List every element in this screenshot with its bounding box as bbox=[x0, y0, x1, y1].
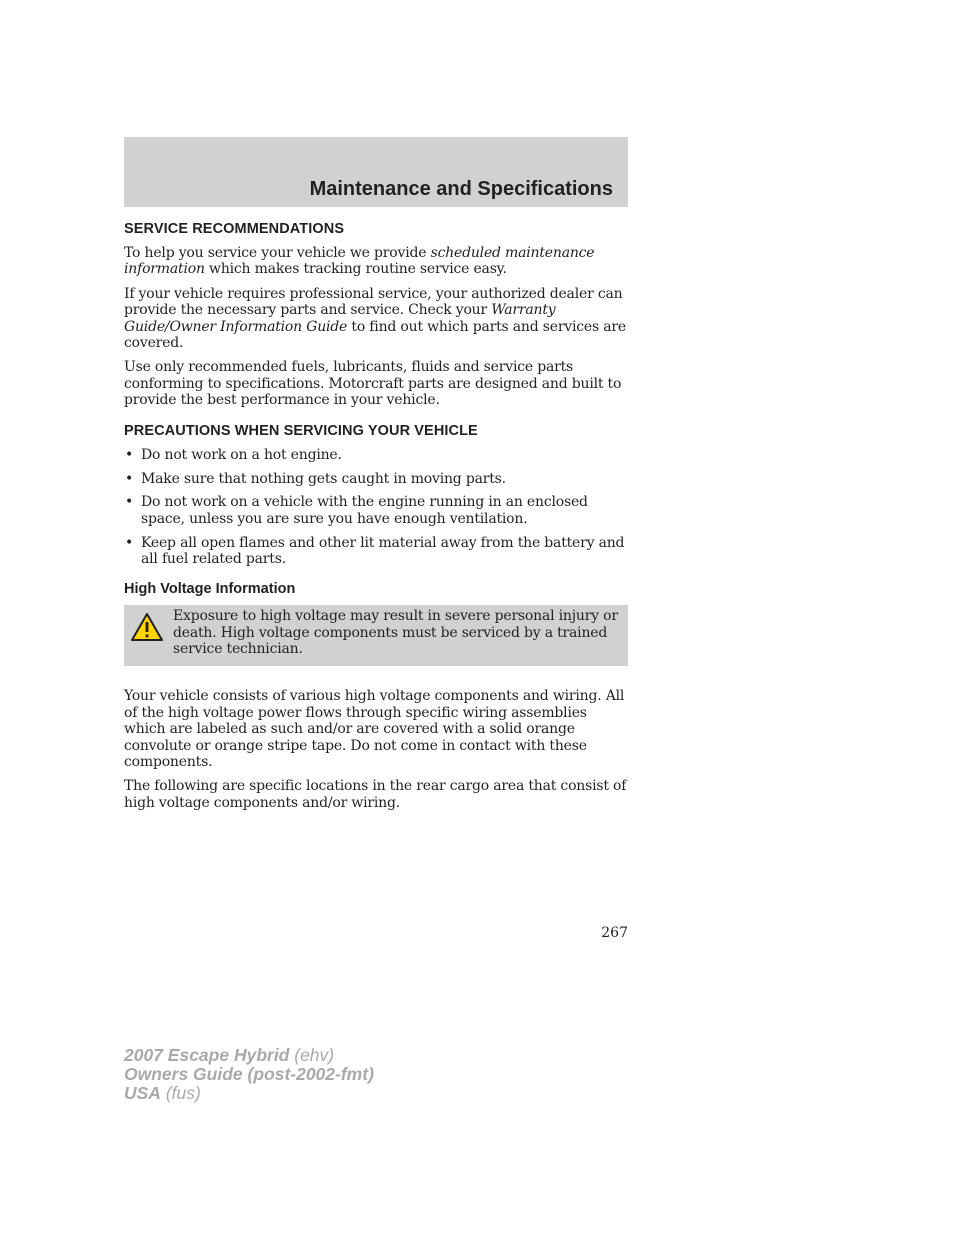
heading-precautions: PRECAUTIONS WHEN SERVICING YOUR VEHICLE bbox=[124, 422, 478, 439]
paragraph-recommended-parts: Use only recommended fuels, lubricants, fluids and service parts conforming to specifications. Motorcraft parts are designed and built to provide the best performance in your vehicle. bbox=[124, 359, 622, 409]
precautions-list bbox=[124, 447, 628, 568]
list-item-text: Keep all open flames and other lit material away from the battery and all fuel related parts. bbox=[141, 534, 625, 568]
emphasis-text: Warranty Guide/Owner Information Guide bbox=[124, 302, 556, 335]
paragraph-service-intro bbox=[124, 245, 628, 278]
document-footer bbox=[124, 1046, 374, 1103]
paragraph-cargo-area-locations: The following are specific locations in the rear cargo area that consist of high voltage components and/or wiring. bbox=[124, 778, 627, 811]
bullet-icon: • bbox=[125, 534, 134, 551]
heading-high-voltage: High Voltage Information bbox=[124, 581, 296, 598]
warning-triangle-icon bbox=[130, 612, 164, 642]
list-item-text: Do not work on a hot engine. bbox=[141, 446, 342, 463]
list-item bbox=[124, 447, 628, 463]
footer-light-text: (fus) bbox=[160, 1083, 201, 1103]
bullet-icon: • bbox=[125, 494, 134, 511]
list-item-text: Make sure that nothing gets caught in moving parts. bbox=[141, 470, 506, 487]
paragraph-high-voltage-components: Your vehicle consists of various high voltage components and wiring. All of the high voltage power flows through specific wiring assemblies which are labeled as such and/or are covered with a solid orange convolute or orange stripe tape. Do not come in contact with these components. bbox=[124, 688, 625, 770]
footer-line bbox=[124, 1084, 374, 1103]
bullet-icon: • bbox=[125, 470, 134, 487]
list-item bbox=[124, 494, 628, 527]
text-run: To help you service your vehicle we provide bbox=[124, 245, 431, 261]
page-content bbox=[124, 220, 628, 819]
bullet-icon: • bbox=[125, 446, 134, 463]
footer-line bbox=[124, 1065, 374, 1084]
footer-bold-text: USA bbox=[124, 1083, 161, 1103]
text-run: which makes tracking routine service easy. bbox=[204, 261, 507, 278]
footer-bold-text: 2007 Escape Hybrid bbox=[124, 1045, 290, 1065]
page-number: 267 bbox=[601, 925, 628, 941]
warning-text: Exposure to high voltage may result in severe personal injury or death. High voltage components must be serviced by a trained service technician. bbox=[173, 608, 618, 657]
warning-box bbox=[124, 605, 628, 666]
section-title: Maintenance and Specifications bbox=[309, 178, 613, 200]
footer-light-text: (ehv) bbox=[289, 1045, 335, 1065]
heading-service-recommendations: SERVICE RECOMMENDATIONS bbox=[124, 221, 345, 237]
footer-line bbox=[124, 1046, 374, 1065]
footer-bold-text: Owners Guide (post-2002-fmt) bbox=[124, 1064, 374, 1084]
text-run: If your vehicle requires professional service, your authorized dealer can provide the necessary parts and service. Check your bbox=[124, 285, 623, 319]
list-item-text: Do not work on a vehicle with the engine running in an enclosed space, unless you are sure you have enough ventilation. bbox=[141, 494, 588, 527]
list-item bbox=[124, 535, 628, 568]
section-header-band bbox=[124, 137, 628, 207]
list-item bbox=[124, 471, 628, 487]
emphasis-text: scheduled maintenance information bbox=[124, 245, 595, 278]
paragraph-professional-service bbox=[124, 286, 628, 352]
text-run: to find out which parts and services are covered. bbox=[124, 318, 626, 352]
